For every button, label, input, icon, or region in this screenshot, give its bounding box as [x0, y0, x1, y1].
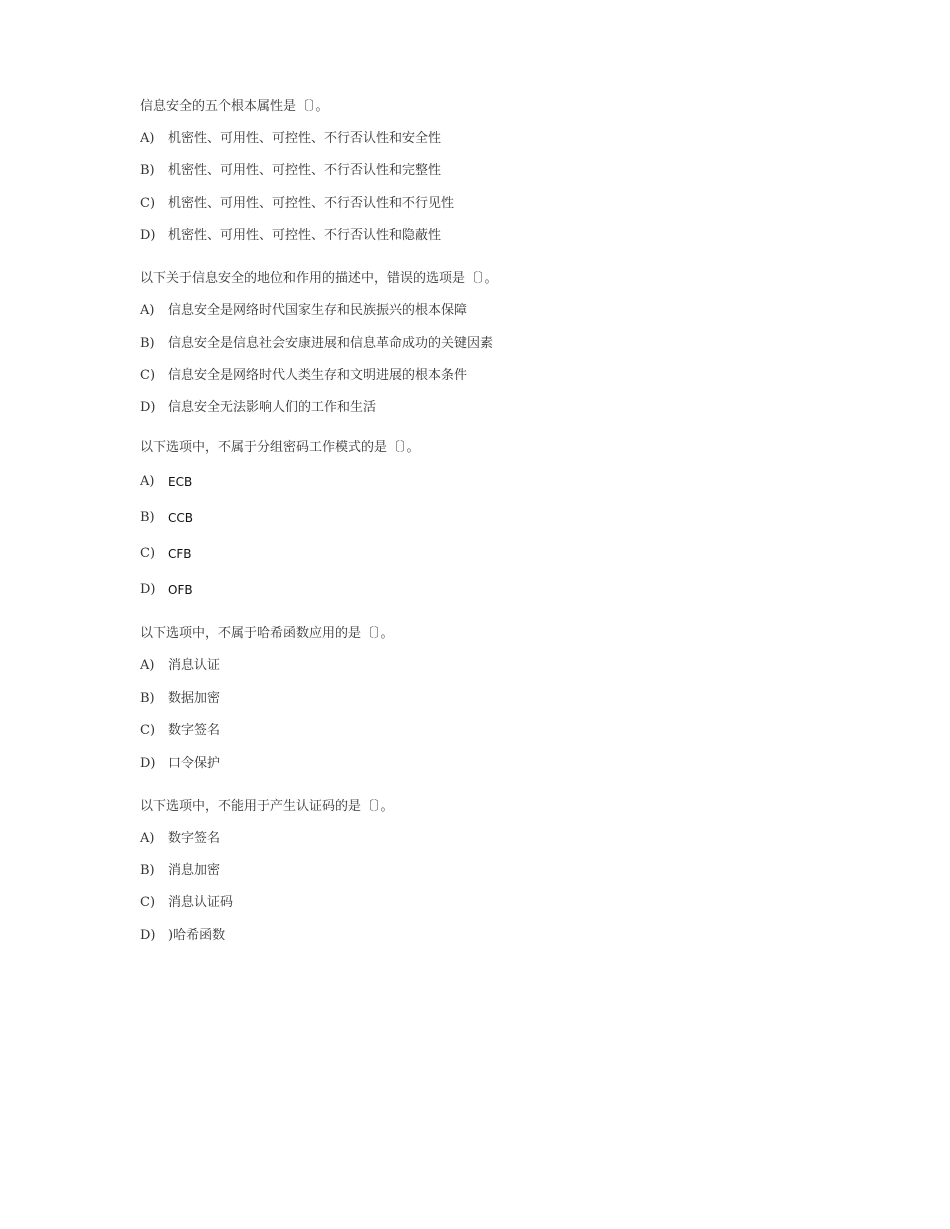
option-a	[140, 656, 840, 676]
option-b	[140, 861, 840, 881]
option-text: ECB	[168, 475, 193, 490]
option-c	[140, 721, 840, 741]
question-stem: 以下关于信息安全的地位和作用的描述中，错误的选项是〔〕。	[140, 271, 498, 287]
option-letter: D)	[140, 755, 156, 771]
option-letter: A)	[140, 830, 155, 846]
option-letter: C)	[140, 367, 156, 383]
option-text: 信息安全是网络时代国家生存和民族振兴的根本保障	[168, 303, 468, 319]
option-text: 数字签名	[168, 723, 221, 739]
option-b	[140, 689, 840, 709]
question-4	[140, 624, 840, 773]
option-letter: B)	[140, 163, 155, 179]
option-d	[140, 754, 840, 774]
option-letter: D)	[140, 927, 156, 943]
option-text: 口令保护	[168, 755, 221, 771]
option-letter: A)	[140, 303, 155, 319]
option-b	[140, 161, 840, 181]
option-b	[140, 506, 840, 530]
option-letter: B)	[140, 690, 155, 706]
option-a	[140, 301, 840, 321]
option-letter: B)	[140, 335, 155, 351]
option-letter: C)	[140, 723, 156, 739]
option-letter: D)	[140, 400, 156, 416]
option-letter: D)	[140, 582, 156, 598]
option-text: OFB	[168, 583, 193, 598]
option-d	[140, 926, 840, 946]
option-text: 机密性、可用性、可控性、不行否认性和安全性	[168, 131, 442, 146]
option-letter: B)	[140, 862, 155, 878]
option-text: CCB	[168, 511, 193, 526]
option-text: 机密性、可用性、可控性、不行否认性和隐蔽性	[168, 228, 442, 244]
question-stem: 以下选项中，不能用于产生认证码的是〔〕。	[140, 798, 394, 814]
option-letter: A)	[140, 474, 155, 490]
option-letter: C)	[140, 895, 156, 911]
option-d	[140, 578, 840, 602]
option-d	[140, 398, 840, 418]
question-stem: 以下选项中，不属于哈希函数应用的是〔〕。	[140, 626, 394, 642]
question-stem: 以下选项中，不属于分组密码工作模式的是〔〕。	[140, 440, 420, 456]
question-1	[140, 97, 840, 246]
option-c	[140, 542, 840, 566]
question-5	[140, 797, 840, 946]
option-text: 机密性、可用性、可控性、不行否认性和不行见性	[168, 195, 455, 211]
question-2	[140, 269, 840, 418]
option-text: 数据加密	[168, 690, 221, 706]
option-text: CFB	[168, 547, 192, 562]
question-stem: 信息安全的五个根本属性是〔〕。	[140, 99, 329, 114]
option-letter: D)	[140, 228, 156, 244]
option-c	[140, 366, 840, 386]
option-d	[140, 226, 840, 246]
option-text: 消息认证	[168, 658, 221, 674]
option-text: 机密性、可用性、可控性、不行否认性和完整性	[168, 163, 442, 179]
option-letter: A)	[140, 658, 155, 674]
option-text: 信息安全无法影响人们的工作和生活	[168, 400, 377, 416]
option-a	[140, 829, 840, 849]
option-text: 消息认证码	[168, 895, 234, 911]
option-letter: C)	[140, 546, 156, 562]
option-a	[140, 129, 840, 149]
option-c	[140, 194, 840, 214]
option-text: 信息安全是信息社会安康进展和信息革命成功的关键因素	[168, 335, 494, 351]
option-letter: C)	[140, 195, 156, 211]
option-text: 消息加密	[168, 862, 221, 878]
question-3	[140, 438, 840, 602]
option-text: 信息安全是网络时代人类生存和文明进展的根本条件	[168, 367, 468, 383]
option-b	[140, 334, 840, 354]
option-c	[140, 893, 840, 913]
option-text: )哈希函数	[168, 927, 226, 943]
option-letter: B)	[140, 510, 155, 526]
document-page	[140, 97, 840, 958]
option-letter: A)	[140, 131, 155, 146]
option-text: 数字签名	[168, 830, 221, 846]
option-a	[140, 470, 840, 494]
